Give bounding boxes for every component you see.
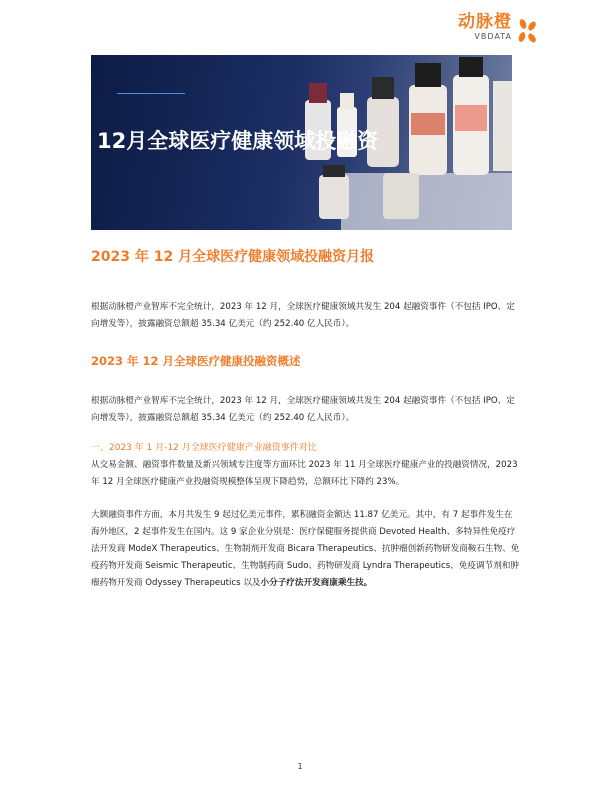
big-deals-text: 大额融资事件方面，本月共发生 9 起过亿美元事件，累积融资金额达 11.87 亿美元。其中，有 7 起事件发生在海外地区，2 起事件发生在国内。这 9 家企业分别是：医疗保健服务提供商 Devoted Health、多特异性免疫疗法开发商 ModeX Therapeutics、生物制剂开发商 Bicara Therapeutics、抗肿瘤创新药物研发商鞍石生物、免疫药物开发商 Seismic Therapeutic、生物制药商 Sudo、药物研发商 Lyndra Therapeutics、免疫调节剂和肿瘤药物开发商 Odyssey Therapeutics 以及 xyxy=(91,510,520,588)
logo-english-name: VBDATA xyxy=(474,32,512,41)
overview-paragraph: 根据动脉橙产业智库不完全统计，2023 年 12 月，全球医疗健康领域共发生 204 起融资事件（不包括 IPO、定向增发等），披露融资总额超 35.34 亿美元（约 252.40 亿人民币）。 xyxy=(91,396,515,423)
intro-paragraph: 根据动脉橙产业智库不完全统计，2023 年 12 月，全球医疗健康领域共发生 204 起融资事件（不包括 IPO、定向增发等），披露融资总额超 35.34 亿美元（约 252.40 亿人民币）。 xyxy=(91,302,515,329)
big-deals-paragraph xyxy=(91,507,521,592)
brand-logo xyxy=(458,14,512,41)
section1-paragraph: 从交易金额、融资事件数量及新兴领域专注度等方面环比 2023 年 11 月全球医疗健康产业的投融资情况，2023 年 12 月全球医疗健康产业投融资规模整体呈现下降趋势，总额环比下降约 23%。 xyxy=(91,460,518,487)
logo-chinese-name: 动脉橙 xyxy=(458,12,512,32)
banner-title: 12月全球医疗健康领域投融资 xyxy=(97,129,379,153)
overview-heading: 2023 年 12 月全球医疗健康投融资概述 xyxy=(91,354,301,368)
cover-banner xyxy=(91,55,512,230)
report-title: 2023 年 12 月全球医疗健康领域投融资月报 xyxy=(91,249,375,265)
page-number: 1 xyxy=(297,762,303,771)
banner-accent-line xyxy=(117,93,185,94)
orange-slice-icon xyxy=(516,16,538,46)
section1-heading: 一、2023 年 1 月-12 月全球医疗健康产业融资事件对比 xyxy=(91,443,317,453)
big-deals-bold-text: 小分子疗法开发商康乘生技。 xyxy=(260,578,373,588)
